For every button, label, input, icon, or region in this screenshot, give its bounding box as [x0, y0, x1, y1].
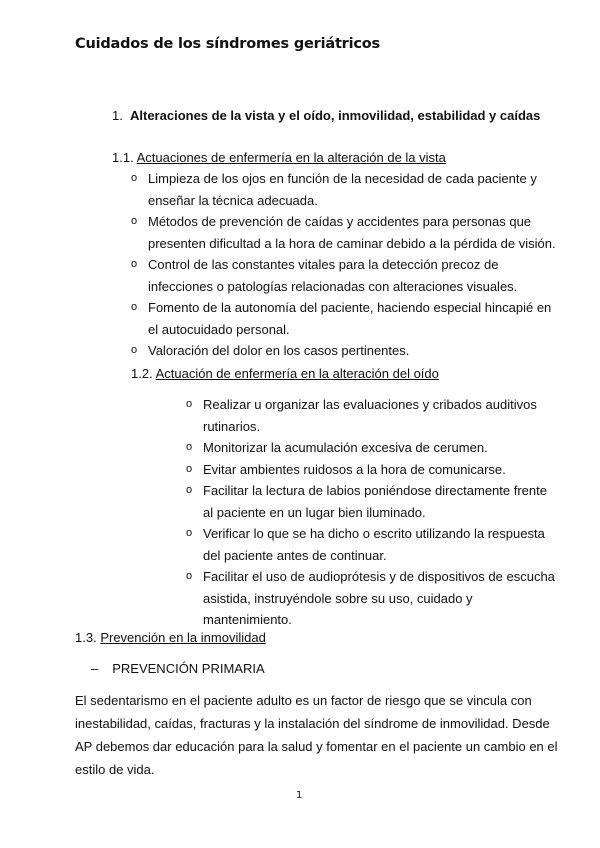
list-item	[186, 566, 555, 631]
hearing-care-list	[186, 394, 555, 631]
section-1-title: Alteraciones de la vista y el oído, inmovilidad, estabilidad y caídas	[130, 108, 541, 123]
paragraph-line: AP debemos dar educación para la salud y fomentar en el paciente un cambio en el	[75, 739, 558, 754]
list-item-line: Valoración del dolor en los casos pertinentes.	[148, 343, 410, 358]
list-item-line: Facilitar el uso de audioprótesis y de dispositivos de escucha	[203, 569, 555, 584]
bullet-marker: o	[186, 398, 193, 410]
bullet-marker: o	[186, 462, 193, 475]
paragraph-line: inestabilidad, caídas, fracturas y la instalación del síndrome de inmovilidad. Desde	[75, 716, 550, 731]
bullet-marker: o	[186, 527, 193, 539]
subsection-1-3-title: Prevención en la inmovilidad	[100, 630, 266, 645]
list-item	[131, 211, 556, 254]
list-item-line: Fomento de la autonomía del paciente, haciendo especial hincapié en	[148, 300, 552, 315]
subsection-1-3-heading	[75, 630, 266, 645]
list-item-line: Realizar u organizar las evaluaciones y cribados auditivos	[203, 397, 537, 412]
inmobility-paragraph	[75, 689, 558, 781]
list-item-line: Monitorizar la acumulación excesiva de cerumen.	[203, 440, 488, 455]
primary-prevention-label: PREVENCIÓN PRIMARIA	[112, 661, 265, 676]
list-item-line: Facilitar la lectura de labios poniéndose directamente frente	[203, 483, 547, 498]
subsection-1-2-heading	[131, 366, 439, 381]
subsection-1-2-number: 1.2.	[131, 366, 153, 381]
list-item	[186, 459, 555, 481]
list-item-line: rutinarios.	[203, 418, 261, 434]
bullet-marker: o	[186, 570, 193, 582]
paragraph-line: El sedentarismo en el paciente adulto es un factor de riesgo que se vincula con	[75, 693, 532, 708]
list-item	[131, 254, 556, 297]
list-item-line: enseñar la técnica adecuada.	[148, 192, 318, 208]
primary-prevention-heading	[91, 661, 265, 676]
list-item	[186, 437, 555, 459]
section-1-heading	[112, 108, 540, 123]
subsection-1-1-title: Actuaciones de enfermería en la alteración de la vista	[136, 150, 446, 165]
list-item-line: Evitar ambientes ruidosos a la hora de comunicarse.	[203, 461, 506, 477]
list-item-line: mantenimiento.	[203, 612, 292, 627]
list-item-line: del paciente antes de continuar.	[203, 547, 387, 563]
bullet-marker: o	[131, 172, 138, 184]
subsection-1-1-heading	[112, 150, 446, 165]
list-item-line: presenten dificultad a la hora de caminar debido a la pérdida de visión.	[148, 235, 556, 251]
bullet-marker: o	[186, 484, 193, 496]
bullet-marker: o	[131, 301, 138, 313]
list-item-line: Verificar lo que se ha dicho o escrito utilizando la respuesta	[203, 526, 545, 541]
list-item	[131, 168, 556, 211]
bullet-marker: o	[131, 215, 138, 227]
list-item-line: infecciones o patologías relacionadas con alteraciones visuales.	[148, 278, 518, 294]
list-item-line: al paciente en un lugar bien iluminado.	[203, 504, 426, 520]
vision-care-list	[131, 168, 556, 362]
list-item-line: asistida, instruyéndole sobre su uso, cuidado y	[203, 590, 473, 606]
list-item	[131, 340, 556, 362]
bullet-marker: o	[186, 441, 193, 453]
bullet-marker: o	[131, 344, 138, 356]
subsection-1-1-number: 1.1.	[112, 150, 134, 165]
section-1-number: 1.	[112, 108, 123, 123]
list-item-line: Limpieza de los ojos en función de la necesidad de cada paciente y	[148, 171, 537, 186]
subsection-1-3-number: 1.3.	[75, 630, 97, 645]
bullet-marker: o	[131, 258, 138, 270]
list-item	[186, 480, 555, 523]
page-number: 1	[296, 790, 303, 801]
list-item	[186, 394, 555, 437]
list-item-line: Métodos de prevención de caídas y accidentes para personas que	[148, 214, 532, 229]
document-title: Cuidados de los síndromes geriátricos	[75, 36, 380, 52]
dash-marker: –	[91, 661, 99, 676]
list-item-line: el autocuidado personal.	[148, 321, 290, 337]
subsection-1-2-title: Actuación de enfermería en la alteración del oído	[155, 366, 439, 381]
list-item	[186, 523, 555, 566]
list-item	[131, 297, 556, 340]
list-item-line: Control de las constantes vitales para la detección precoz de	[148, 257, 499, 272]
paragraph-line: estilo de vida.	[75, 762, 155, 777]
